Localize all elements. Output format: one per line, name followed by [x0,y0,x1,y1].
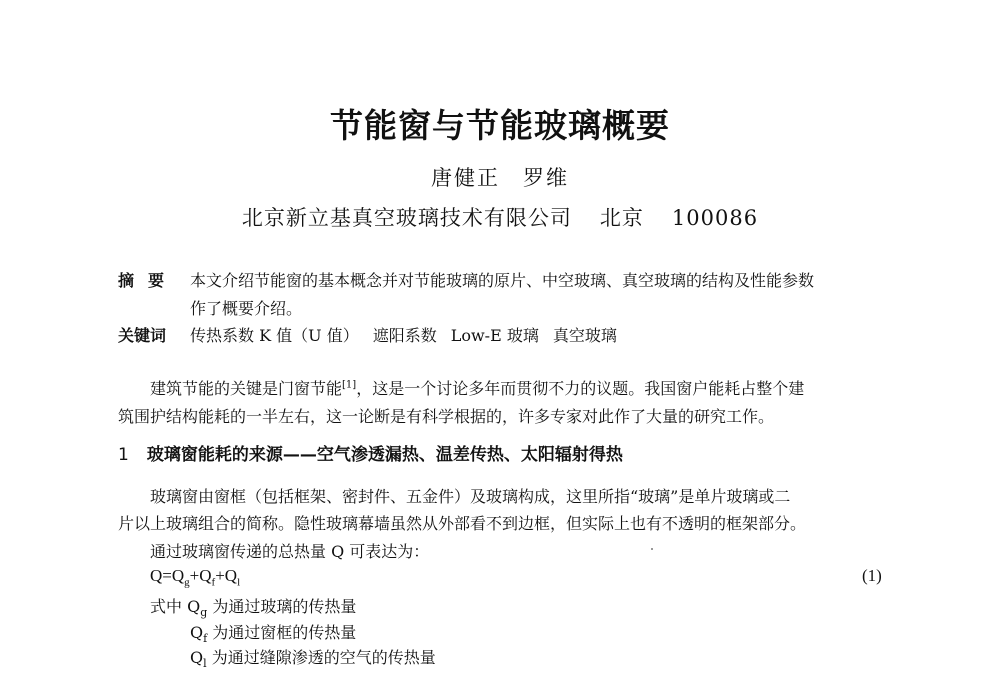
affiliation-postcode: 100086 [671,206,759,230]
affiliation [0,202,1000,232]
section-number: 1 [118,445,129,465]
where-text: Q [190,623,204,642]
where-line [190,645,436,670]
keywords-label: 关键词 [118,326,167,345]
keywords-list [190,323,631,346]
keyword-item: 真空玻璃 [552,326,617,345]
equation-term: +Q [215,566,238,585]
equation [150,566,240,588]
equation-number: (1) [862,566,882,585]
where-text: 式中 Q [150,597,201,616]
where-subscript: l [203,657,207,671]
paragraph-line: 玻璃窗由窗框（包括框架、密封件、五金件）及玻璃构成，这里所指“玻璃”是单片玻璃或二 [150,487,791,506]
abstract-text-line1: 本文介绍节能窗的基本概念并对节能玻璃的原片、中空玻璃、真空玻璃的结构及性能参数 [190,271,815,290]
abstract-label: 摘要 [118,271,179,290]
keyword-item: 传热系数 K 值（U 值） [190,326,359,345]
equation-subscript: g [184,576,190,589]
where-subscript: f [203,632,208,646]
where-line [150,594,356,619]
keyword-item: Low-E 玻璃 [450,326,539,345]
keyword-item: 遮阳系数 [372,326,437,345]
paragraph-line: 片以上玻璃组合的简称。隐性玻璃幕墙虽然从外部看不到边框，但实际上也有不透明的框架部分。 [118,514,807,533]
where-text: 为通过缝隙渗透的空气的传热量 [206,648,436,667]
equation-subscript: f [211,576,216,589]
intro-paragraph-line1 [150,376,804,399]
where-text: 为通过窗框的传热量 [207,623,357,642]
equation-term: Q=Q [150,566,185,585]
where-text: Q [190,648,204,667]
affiliation-city: 北京 [599,206,644,230]
citation-ref: [1] [342,379,357,391]
intro-paragraph-line2: 筑围护结构能耗的一半左右，这一论断是有科学根据的，许多专家对此作了大量的研究工作。 [118,407,775,426]
paper-title: 节能窗与节能玻璃概要 [330,106,670,145]
where-line [190,620,356,645]
where-subscript: g [200,606,208,620]
affiliation-org: 北京新立基真空玻璃技术有限公司 [241,206,572,230]
authors: 唐健正 罗维 [431,166,569,190]
abstract-text-line2: 作了概要介绍。 [190,299,303,318]
scan-speck [651,548,653,550]
equation-subscript: l [237,576,241,589]
intro-text: 建筑节能的关键是门窗节能 [150,379,343,398]
where-text: 为通过玻璃的传热量 [207,597,357,616]
paragraph-line: 通过玻璃窗传递的总热量 Q 可表达为： [150,542,430,561]
section-heading [118,440,623,465]
equation-term: +Q [189,566,212,585]
intro-text: ，这是一个讨论多年而贯彻不力的议题。我国窗户能耗占整个建 [356,379,805,398]
section-title: 玻璃窗能耗的来源——空气渗透漏热、温差传热、太阳辐射得热 [146,445,623,465]
